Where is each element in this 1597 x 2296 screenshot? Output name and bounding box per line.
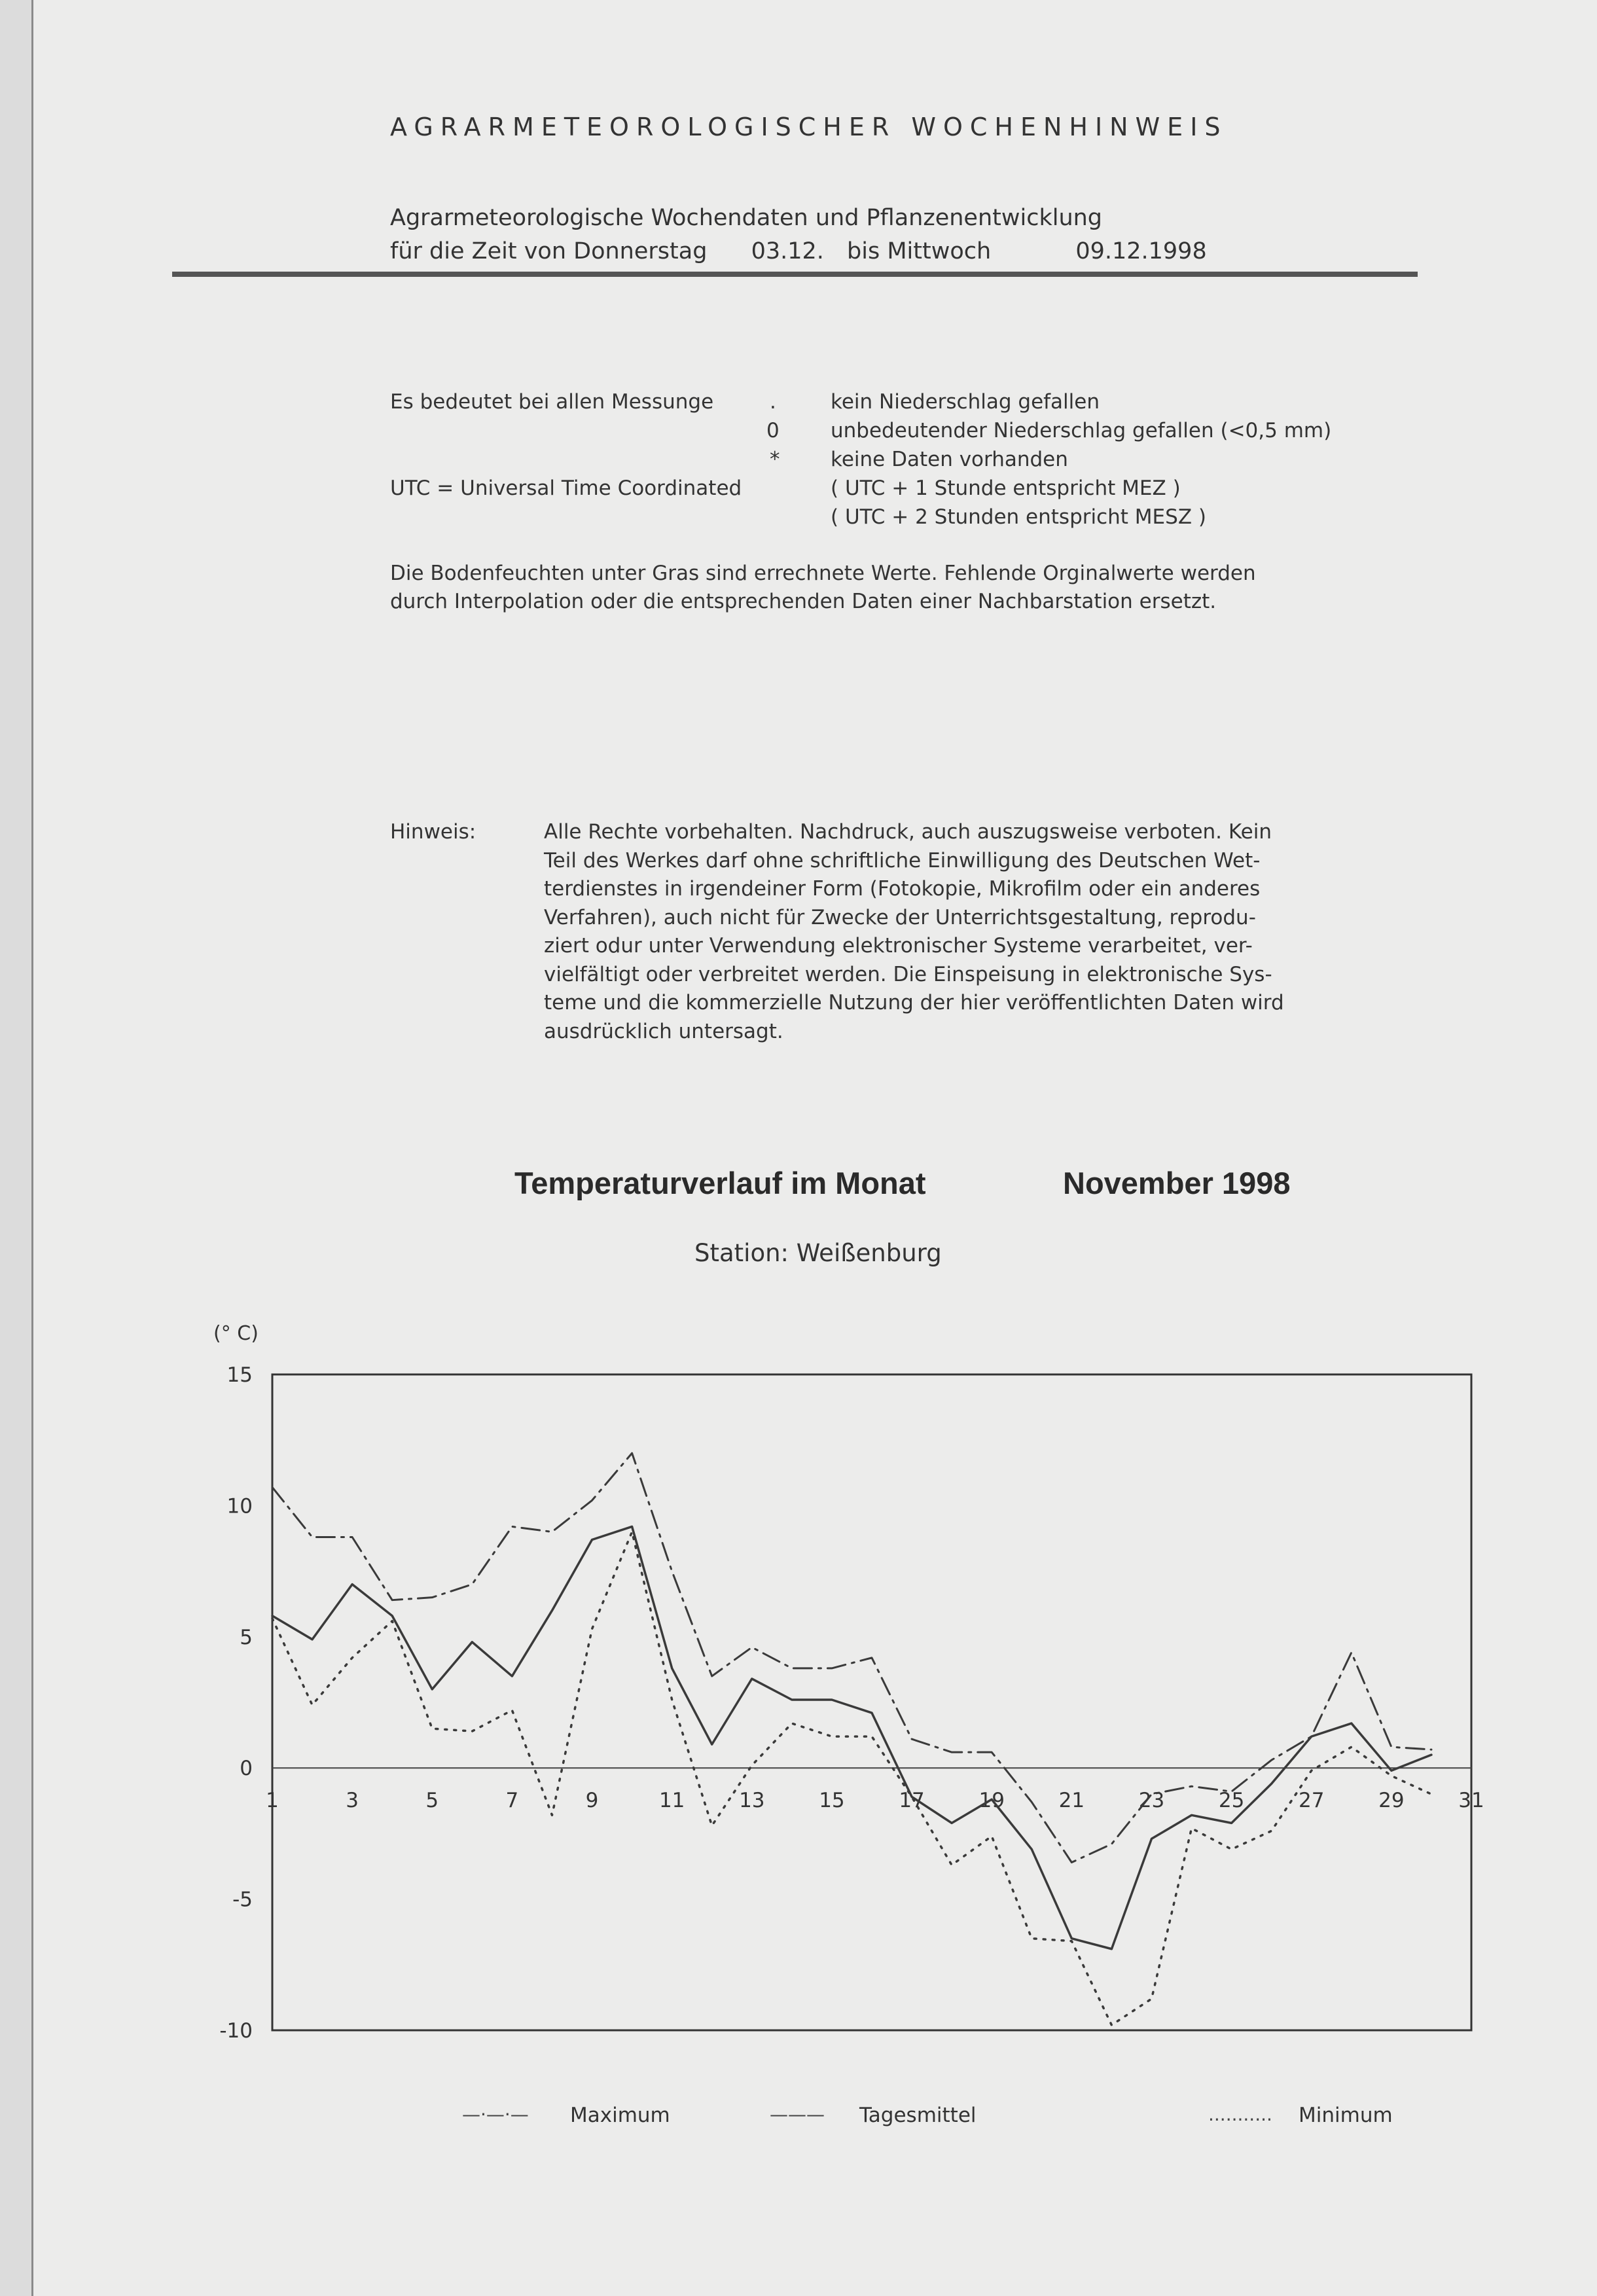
utc-note-mez: ( UTC + 1 Stunde entspricht MEZ ) [831, 476, 1181, 500]
x-tick-label: 21 [1058, 1789, 1085, 1813]
x-tick-label: 31 [1458, 1789, 1484, 1813]
soil-note-line-1: Die Bodenfeuchten unter Gras sind errechnete Werte. Fehlende Orginalwerte werden [390, 562, 1256, 585]
legend-symbol-maximum: —·—·— [462, 2104, 529, 2125]
start-date: 03.12. [751, 238, 824, 264]
chart-title-left: Temperaturverlauf im Monat [514, 1166, 926, 1200]
hinweis-line: ausdrücklich untersagt. [544, 1019, 783, 1043]
hinweis-line: Alle Rechte vorbehalten. Nachdruck, auch auszugsweise verboten. Kein [544, 820, 1272, 844]
x-tick-label: 9 [585, 1789, 599, 1813]
x-tick-label: 15 [819, 1789, 845, 1813]
x-tick-label: 13 [739, 1789, 765, 1813]
legend-intro: Es bedeutet bei allen Messunge [390, 390, 714, 414]
x-tick-label: 19 [978, 1789, 1005, 1813]
x-tick-label: 29 [1378, 1789, 1405, 1813]
utc-note-mesz: ( UTC + 2 Stunden entspricht MESZ ) [831, 505, 1206, 529]
symbol-asterisk-meaning: keine Daten vorhanden [831, 448, 1068, 471]
x-tick-label: 11 [658, 1789, 685, 1813]
document-title: AGRARMETEOROLOGISCHER WOCHENHINWEIS [390, 113, 1228, 141]
soil-note-line-2: durch Interpolation oder die entsprechenden Daten einer Nachbarstation ersetzt. [390, 590, 1217, 613]
hinweis-line: ziert odur unter Verwendung elektronischer Systeme verarbeitet, ver- [544, 934, 1253, 958]
x-tick-label: 25 [1218, 1789, 1245, 1813]
temperature-chart [33, 0, 1597, 2296]
subtitle: Agrarmeteorologische Wochendaten und Pflanzenentwicklung [390, 205, 1103, 231]
x-tick-label: 17 [899, 1789, 925, 1813]
chart-title-right: November 1998 [1063, 1166, 1291, 1200]
symbol-dot: . [770, 390, 776, 414]
y-tick-label: -5 [232, 1888, 253, 1912]
x-tick-label: 7 [505, 1789, 519, 1813]
legend-symbol-tagesmittel: ——— [770, 2104, 825, 2125]
hinweis-label: Hinweis: [390, 820, 476, 844]
legend-symbol-minimum: ........... [1208, 2104, 1272, 2125]
hinweis-line: teme und die kommerzielle Nutzung der hier veröffentlichten Daten wird [544, 991, 1284, 1014]
y-tick-label: 15 [226, 1363, 253, 1387]
hinweis-line: Verfahren), auch nicht für Zwecke der Unterrichtsgestaltung, reprodu- [544, 905, 1256, 929]
x-tick-label: 23 [1138, 1789, 1165, 1813]
x-tick-label: 27 [1299, 1789, 1325, 1813]
bis-label: bis Mittwoch [847, 238, 992, 264]
y-tick-label: 10 [226, 1494, 253, 1518]
hinweis-line: vielfältigt oder verbreitet werden. Die Einspeisung in elektronische Sys- [544, 962, 1272, 986]
utc-label: UTC = Universal Time Coordinated [390, 476, 742, 500]
y-axis-unit: (° C) [213, 1322, 259, 1345]
x-tick-label: 5 [425, 1789, 439, 1813]
symbol-zero-meaning: unbedeutender Niederschlag gefallen (<0,5 mm) [831, 419, 1332, 442]
y-tick-label: 0 [240, 1757, 253, 1781]
series-line-tagesmittel [272, 1526, 1431, 1948]
end-date: 09.12.1998 [1075, 238, 1207, 264]
legend-label-tagesmittel: Tagesmittel [859, 2104, 977, 2127]
x-tick-label: 1 [266, 1789, 279, 1813]
y-tick-label: 5 [240, 1625, 253, 1649]
y-tick-label: -10 [219, 2019, 253, 2043]
legend-label-minimum: Minimum [1299, 2104, 1393, 2127]
series-line-maximum [272, 1453, 1431, 1862]
hinweis-line: terdienstes in irgendeiner Form (Fotokopie, Mikrofilm oder ein anderes [544, 877, 1261, 901]
station-label: Station: Weißenburg [694, 1239, 942, 1267]
symbol-asterisk: * [770, 448, 780, 471]
hinweis-line: Teil des Werkes darf ohne schriftliche Einwilligung des Deutschen Wet- [544, 848, 1261, 872]
period-label: für die Zeit von Donnerstag [390, 238, 708, 264]
x-tick-label: 3 [346, 1789, 359, 1813]
legend-label-maximum: Maximum [570, 2104, 670, 2127]
plot-frame [272, 1374, 1471, 2030]
symbol-zero: 0 [766, 419, 780, 442]
symbol-dot-meaning: kein Niederschlag gefallen [831, 390, 1100, 414]
plot-layer [219, 1363, 1484, 2127]
series-line-minimum [272, 1532, 1431, 2025]
document-page [31, 0, 1597, 2296]
